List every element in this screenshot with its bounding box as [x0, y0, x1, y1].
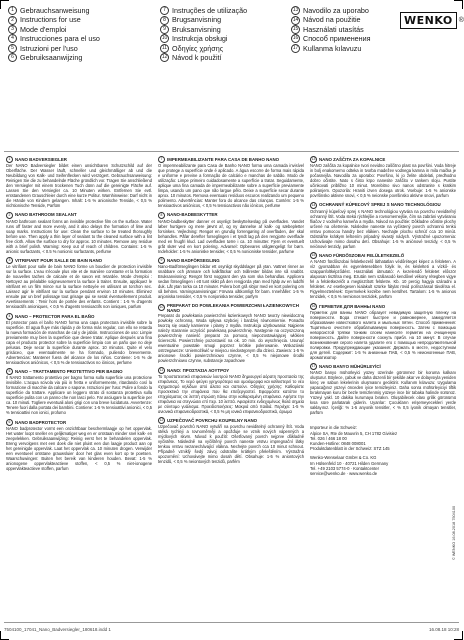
section-heading — [6, 368, 152, 375]
language-number-badge: 1 — [8, 6, 17, 15]
language-label: Instruções de utilização — [172, 6, 248, 15]
language-label: Instrucciones para el uso — [20, 34, 100, 44]
section-body: Ochranný kúpeľový sprej s NANO technológiou vytvára na povrchu neviditeľný ochranný štít. Voda steká rýchlejšie a rovnomernejšie, čím sa zabráni vytváraniu fliačov z vodného kameňa a mydla. Návod na použitie: Dôkladne očistite plochy určené na ošetrenie. Následne naneste na vyčistený povrch ochrannú tenkú vrstvu pomocou handry bez vlákien. Nechajte plochu schnúť cca 10 minút. Odstráňte krátkym leštením prípadný sivastý nádych. Výstražné upozornenia: Uchovávajte mimo dosahu detí. Obsahuje: 1-5 % aniónové tenzidy, < 0,5 % neiónové tenzidy, parfum — [310, 208, 456, 249]
section-heading — [158, 303, 304, 313]
language-entry — [8, 53, 156, 62]
section-heading — [6, 156, 152, 163]
section-number-badge: 12 — [159, 418, 164, 423]
language-label: Návod k použití — [172, 53, 222, 63]
language-number-badge: 6 — [8, 53, 17, 62]
section-heading — [310, 252, 456, 259]
section-title: VITRIFIANT POUR SALLE DE BAIN NANO — [15, 258, 103, 264]
section-title: NANO FÜRDŐSZOBAI FELÜLETKEZELŐ — [319, 253, 405, 259]
language-entry — [8, 6, 156, 15]
section-heading — [310, 303, 456, 310]
language-entry — [8, 15, 156, 24]
language-entry — [291, 44, 399, 53]
language-label: Brugsanvisning — [172, 15, 222, 25]
language-section — [158, 367, 304, 414]
language-section — [6, 368, 152, 415]
section-title: NANO BADVERSIEGLER — [15, 156, 67, 162]
language-number-badge: 7 — [160, 6, 169, 15]
section-body: Uzpečovač povrchů NANO vytváří na povrchu neviditelný ochranný štít. Voda stéká rychleji a rovnoměrněji a opožďuje se vznik nových vápenných a mýdlových skvrn. Návod k použití: Ošetřovaný povrch nejprve důkladně vyčistěte. Následně na vyčištěný povrch naneste vrstvu impregnační látky tenkou vrstvu nezanechávající vlákna. Nechejte povrch cca 10 minut schnout. Případně vzniklý šedý závoj odstraňte krátkým přeleštěním. Výstražná upozornění: Uchovávejte mimo dosah dětí. Obsahuje: 1-5 % aniontových tenzidů, < 0,5 % neiontových tenzidů, parfém — [158, 424, 304, 465]
section-number-badge: 16 — [311, 303, 316, 308]
language-label: Návod na použitie — [303, 15, 361, 25]
footer-filename: 7504100_17041_Nano_Badversiegler_180618.indd 1 — [4, 627, 111, 632]
section-title: UZPEČOVAČ POVRCHU KOUPELNY NANO — [167, 418, 258, 424]
section-number-badge: 8 — [158, 212, 165, 219]
language-number-badge: 15 — [292, 26, 299, 33]
language-entry — [291, 25, 399, 34]
section-number-badge: 6 — [6, 419, 13, 426]
logo-frame — [400, 12, 457, 29]
section-title: NANO BATHROOM SEALANT — [15, 212, 77, 218]
language-entry — [291, 15, 399, 24]
crop-mark — [454, 0, 463, 9]
section-title: NANO BADFÖRSEGLING — [167, 258, 220, 264]
section-heading — [310, 156, 456, 163]
language-label: Kullanma kılavuzu — [303, 43, 362, 53]
language-label: Használati utasítás — [303, 24, 364, 34]
section-title: NANO: ΠΡΟΣΤΑΣΙΑ ΛΟΥΤΡΟΥ — [167, 367, 230, 373]
language-section — [6, 156, 152, 208]
language-label: Navodilo za uporabo — [303, 6, 369, 15]
language-section — [310, 363, 456, 415]
brand-logo — [400, 12, 464, 28]
section-body: NANO bathroom sealant forms an invisible protective film on the surface. Water runs off faster and more evenly, and it also delays the formation of lime and soap marks. Instructions for use: Clean the surface to be treated thoroughly before use. Then apply a thin layer of sealant to the cleaned surface with a lint free cloth. Allow the surface to dry for approx. 10 minutes. Remove any residue with a brief polish. Warning: Keep out of reach of children. Contains: 1-5 % anionic surfactants, < 0.5 % nonionic surfactants, perfume — [6, 218, 152, 254]
section-number-badge: 10 — [159, 305, 164, 310]
section-heading — [158, 417, 304, 424]
address-line: Wenko-Wenselaar GmbH & Co. KG — [310, 455, 377, 461]
language-number-badge: 8 — [160, 16, 169, 25]
language-section — [158, 257, 304, 299]
address-line: Tel. +49 2103 5774-0 · Kontaktcenter — [310, 465, 380, 471]
language-number-badge: 9 — [160, 25, 169, 34]
language-section — [158, 417, 304, 464]
language-index-column-1 — [8, 6, 156, 62]
language-section — [6, 313, 152, 365]
language-section — [310, 156, 456, 198]
section-number-badge: 2 — [6, 212, 13, 219]
language-index-column-2 — [160, 6, 290, 62]
section-number-badge: 9 — [158, 257, 165, 264]
section-title: NANO BADPROTECTOR — [15, 419, 67, 425]
language-entry — [160, 25, 290, 34]
section-body: O impermeabilizante para Casa de Banho NANO forma uma camada invisível que protege a superfície onde é aplicado. A água escorre de forma mais rápida e uniforme e previne a formação de calcário e manchas de sabão. Modo de utilização: Limpe primeiro cuidadosamente a superfície a tratar. Seguidamente, aplique uma fina camada de impermeabilizante sobre a superfície previamente limpa, usando um pano que não largue pêlo. Deixe a superfície secar durante aprox. 10 minutos. Remova eventuais resíduos escuros realizando um pequeno polimento. Advertências: Manter fora do alcance das crianças. Contém: 1-5 % tensioactivos aniónicos, < 0,5 % tensioactivos não iónicos, perfume — [158, 163, 304, 208]
language-section — [310, 202, 456, 249]
section-title: OCHRANNÝ KÚPEĽOVÝ SPREJ S NANO TECHNOLÓGIOU — [319, 202, 441, 208]
section-heading — [6, 419, 152, 426]
section-body: Το προστατευτικό επιφανειών λουτρού NANO δημιουργεί αόρατη προστασία της επιφάνειας. Το νερό φεύγει γρηγορότερα και ομοιόμορφα και καθυστερεί το νέο σχηματισμό κηλίδων από άλατα και σαπούνι. Οδηγίες χρήσης: Καθαρίστε προσεκτικά την επιφάνεια που θα επεξεργαστεί. Εφαρμόστε κατόπιν το επιχρίσματος σε λεπτή στρώση πάνω στην καθαρισμένη επιφάνεια. Αφήστε την επιφάνεια να στεγνώσει επί περ. 10 λεπτά. Αφαιρέστε ενδεχομένως θολά σημεία με σύντομο γυάλισμα. Προειδοποιήσεις: Μακριά από παιδιά. Περιέχει: 1-5 % ανιονικά επιφανειοδραστικά, < 0,5 % μη ιονικά επιφανειοδραστικά, άρωμα — [158, 373, 304, 414]
language-number-badge: 13 — [292, 7, 299, 14]
section-body: Il NANO trattamento protettivo per bagno forma sulla superficie una protezione invisibile. L'acqua scivola via più in fretta e uniformemente, ritardando così la formazione di macchie da calcare o sapone. Istruzioni per l'uso: Pulire a fondo la superficie da trattare. Applicare un leggero strato di sostanza protettiva sulla superficie pulita con un panno che non lasci pelo. Far asciugare la superficie per ca. 10 minuti. Togliere eventuali aloni grigi con una breve lucidatura. Avvertenze: Tenere fuori dalla portata dei bambini. Contiene: 1-5 % tensioattivi anionici, < 0,5 % tensioattivi non ionici, profumo — [6, 375, 152, 416]
section-number-badge: 7 — [158, 156, 165, 163]
language-label: Istruzioni per l'uso — [20, 43, 78, 53]
language-number-badge: 11 — [161, 44, 168, 51]
language-label: Способ применения — [303, 34, 371, 44]
language-entry — [8, 44, 156, 53]
section-title: NANO-BADBESKYTTER — [167, 212, 218, 218]
language-section — [158, 212, 304, 254]
section-body: El protector para el baño NANO forma una capa protectora invisible sobre la superficie. El agua fluye más rápida y de forma más regular, con ello se retarda la nueva formación de manchas de cal y de jabón. Instrucciones de uso: Limpie previamente muy bien la superficie que desee tratar. Aplique después una fina capa el producto protector sobre la superficie limpia con un paño que no deje pelusas. Deje secar la superficie durante aprox. 10 minutos. Quite el velo grisáceo, que eventualmente se ha formado, puliendo brevemente. Advertencias: Mantener fuera del alcance de los niños. Contiene: 1-5 % de tensioactivos aniónicos, < 0,5 % de tensioactivos no iónicos, perfume — [6, 319, 152, 365]
section-heading — [158, 156, 304, 163]
text-column-2 — [158, 156, 304, 468]
section-body: NANO-badbeskytter danner et usynligt beskyttelseslag på overfladen. Vandet løber hurtigere og mere jævnt af, og ny dannelse af kalk- og sæbepletter forsinkes. Vejledning: Rengør en grundig forrengøring af overfladen, der skal behandles. Påfør derefter forseglingen i et tyndt lag på den rengjorte overflade med en fnugfri klud. Lad overfladen tørre i ca. 10 minutter. Fjern et eventuelt gråt skær ved en kort polering. Advarsel: Opbevares utilgængeligt for børn. Indeholder: 1-5 % anioniske tensider, < 0,5 % nonioniske tensider, parfume — [158, 218, 304, 254]
section-number-badge: 3 — [6, 257, 13, 264]
section-heading — [158, 257, 304, 264]
language-entry — [160, 53, 290, 62]
address-line: Im Hülsenfeld 10 · 40721 Hilden Germany — [310, 460, 389, 466]
header-divider — [4, 151, 459, 152]
language-number-badge: 17 — [292, 44, 299, 51]
address-line: service@wenko.de · www.wenko.de — [310, 471, 378, 476]
section-title: NANO ZAŠČITA ZA KOPALNICE — [319, 156, 386, 162]
language-section — [310, 303, 456, 360]
language-section — [158, 303, 304, 363]
language-section — [6, 257, 152, 309]
address-line: Importeur in die Schweiz: — [310, 425, 358, 431]
language-number-badge: 4 — [8, 34, 17, 43]
footer-divider — [4, 622, 459, 623]
section-body: Nano-Badförseglingen bildar ett osynligt skyddslager på ytan. Vattnet rinner av snabbare och jämnare och kalkfläckar och tvålrester bildas inte så snabbt. Bruksanvisning: Rengör först noggrant den yta som ska behandlas. Applicera sedan förseglingen i ett tunt skikt på den rengjorda ytan med hjälp av en luddfri duk. Låt ytan torka ca 10 minuter. Polera bort grå slöjor med en kort polering om så behövs. Varningsanvisningar: Förvara oåtkomligt för barn. Innehåller: 1-5 % anjoniska tensider, < 0,5 % nonjoniska tensider, parfym — [158, 264, 304, 300]
section-heading — [310, 202, 456, 209]
language-number-badge: 5 — [8, 44, 17, 53]
section-title: IMPERMEABILIZANTE PARA CASA DE BANHO NANO — [167, 156, 280, 162]
language-number-badge: 14 — [292, 16, 299, 23]
section-number-badge: 15 — [311, 253, 316, 258]
language-entry — [8, 25, 156, 34]
section-heading — [158, 212, 304, 219]
logo-mark-icon: ® — [458, 16, 464, 24]
section-number-badge: 4 — [6, 313, 13, 320]
language-label: Gebruiksaanwijzing — [20, 53, 83, 63]
language-label: Bruksanvisning — [172, 24, 221, 34]
language-entry — [160, 15, 290, 24]
language-label: Instructions for use — [20, 15, 81, 25]
section-heading — [158, 367, 304, 374]
language-index-column-3 — [291, 6, 399, 53]
language-entry — [160, 6, 290, 15]
section-heading — [310, 363, 456, 370]
vertical-copyright-code: © WENKO 16.08.2018 7504100 — [452, 505, 456, 560]
language-label: Mode d'emploi — [20, 24, 67, 34]
language-section — [6, 212, 152, 254]
language-number-badge: 10 — [161, 35, 168, 42]
importer-address — [310, 425, 456, 476]
text-column-1 — [6, 156, 152, 475]
section-title: NANO BANYO MÜHÜRLEYİCİ — [319, 364, 381, 370]
section-number-badge: 5 — [6, 368, 13, 375]
language-label: Gebrauchsanweisung — [20, 6, 90, 15]
address-line: Produktdatenblatt in der Schweiz: STZ 145 — [310, 446, 390, 452]
section-number-badge: 1 — [6, 156, 13, 163]
section-number-badge: 14 — [311, 202, 316, 207]
section-body: Der NANO Badversiegler bildet einen unsichtbaren Schutzschild auf der Oberfläche. Der Wasser läuft, schneller und gleichmäßiger ab und die Neubildung von Kalk- und Seifenflecken wird verzögert. Gebrauchsanweisung: Reinigen Sie die zu behandelnde Fläche gründlich vor. Tragen Sie anschließend den Versiegler mit einem trockenen Tuch dünn auf die gereinigte Fläche auf. Lassen Sie den Versiegler ca. 10 Minuten wirken. Entfernen Sie evtl. entstandenen Grauschleier durch eine kurze Politur. Warnhinweise: Darf nicht in die Hände von Kindern gelangen. Inhalt: 1-5 % anionische Tenside, < 0,5 % nichtionische Tenside, Parfüm — [6, 163, 152, 208]
language-entry — [291, 34, 399, 43]
section-heading — [6, 313, 152, 320]
section-number-badge: 17 — [311, 364, 316, 369]
address-line: Alpice SA, Rte de Mauvrin 5, CH 1782 Givisiez — [310, 430, 398, 436]
section-number-badge: 11 — [159, 367, 164, 372]
language-entry — [160, 34, 290, 43]
text-column-3-sections — [310, 156, 456, 415]
language-section — [6, 419, 152, 471]
section-body: NANO zaščita za kopalnice tvori nevidno zaščitno plast na površini. Voda hitreje in bolj enakomerno odteka in tvorba madežev vodnega kamna in mila mačka je počasnejša. Navodila za uporabo: Površino, ki jo želite obdelati, predhodno dobro očistite. Nato s čisto krpo nanesite zaščito v tankem sloju. Pustite učinkovati približno 10 minut. Morebitno sivo nanos odstranite s kratkim poliranjem. Opozorila: Hraniti izven dosega otrok. Vsebuje: 1-5 % anionske površinsko aktivne snovi, < 0,5 % neionske površinsko aktivne snovi, parfum — [310, 163, 456, 198]
language-number-badge: 16 — [292, 35, 299, 42]
language-entry — [160, 44, 290, 53]
section-number-badge: 13 — [311, 157, 316, 161]
language-number-badge: 3 — [8, 25, 17, 34]
section-title: NANO – TRATTAMENTO PROTETTIVO PER BAGNO — [15, 369, 123, 375]
crop-mark — [0, 631, 9, 640]
section-body: Герметик для ванны NANO образует невидимую защитную пленку на поверхности. Вода стекает быстрее и равномернее, замедляется образование известкового налета и мыльных пятен. Способ применения: Тщательно очистите обрабатываемую поверхность. Затем с помощью неворсистой тряпки тонким слоем нанесите герметик на очищенную поверхность. Дайте поверхности сохнуть прибл. на 10 минут. В случае возникновения серого налета удалите его с помощью непродолжительной полировки. Предупреждающие указания: Держать в месте, недоступном для детей. Содержит: 1-5 % анионные ПАВ, < 0,5 % неионогенные ПАВ, ароматизатор — [310, 309, 456, 360]
language-entry — [291, 6, 399, 15]
language-label: Instrukcja obsługi — [172, 34, 228, 44]
language-section — [310, 252, 456, 299]
section-body: NANO badprotector vormt een onzichtbaar beschermlaagje op het oppervlak. Het water loopt sneller en gelijkmatiger weg en er ontstaan minder snel kalk- en zeepvlekken. Gebruiksaanwijzing: Reinig eerst het te behandelen oppervlak. Breng vervolgens met een doek die niet pluist een dun laagje product aan op het gereinigde oppervlak. Laat het oppervlak ca. 10 minuten drogen. Verwijder een eventueel ontstane grauwsluier door het glas even kort op te poetsen. Waarschuwingen: Buiten het bereik van kinderen houden. Bevat: 1-5 % anionogene oppervlakteactieve stoffen, < 0,5 % niet-ionogene oppervlakteactieve stoffen, parfum — [6, 425, 152, 471]
language-section — [158, 156, 304, 208]
crop-mark — [454, 631, 463, 640]
section-body: A NANO fürdőszobai felületkezelő láthatatlan védőréteget képez a felületen. A víz gyorsabban és egyenletesebben folyik le, és késlelteti a vízkő- és szappanfoltképződést. Használati útmutató: A kezelendő felületet először alaposan tisztítsa meg. Ezután nem szálasodó kendővel vékony rétegben vigye fel a felületkezelőt a megtisztított felületre. Kb. 10 percig hagyja száradni a felületet. Az esetlegesen kialakult szürke fátylat rövid polírozással távolítsa el. Figyelmeztetések: Gyermekek kezébe nem kerülhet. Tartalom: 1-5 % anionos tenzidek, < 0,5 % nemionos tenzidek, parfüm — [310, 259, 456, 300]
language-number-badge: 12 — [161, 54, 168, 61]
section-heading — [6, 212, 152, 219]
language-label: Οδηγίες χρήσης — [172, 43, 224, 53]
crop-mark — [0, 0, 9, 9]
section-body: Le vitrifiant pour salle de bain NANO forme un bouclier de protection invisible sur la surface. L'eau s'écoule plus vite et de manière constante et la formation de nouvelles taches de calcaire et de savon est retardée. Mode d'emploi : Nettoyez au préalable soigneusement la surface à traiter. Ensuite, appliquez le vitrifiant en un film mince sur la surface nettoyée en utilisant un torchon sec. Laissez agir le vitrifiant sur la surface pendant environ 10 minutes. Éliminez ensuite par un bref polissage tout grisage qui se serait éventuellement produit. Avertissements : Tenir hors de portée des enfants. Contient : 1-5 % d'agents tensioactifs anioniques, < 0,5 % d'agents tensioactifs non ioniques, parfum — [6, 264, 152, 310]
section-body: Preparat do powlekania powierzchni łazienkowych NANO tworzy niewidoczną powłokę ochronną. Woda spływa szybciej i bardziej równomiernie. Ponadto tworzą się osady kamienne i plamy z mydła. Instrukcja użytkowania: Najpierw należy starannie oczyścić powlekaną powierzchnię. Następnie na oczyszczoną powierzchnię nanieść preparat za pomocą niepozostawiającej włókien ściereczki. Powierzchnię pozostawić na ok. 10 min. do wyschnięcia. Usunąć ewentualne powstałe smugi poprzez krótkie polerowanie. Wskazówki ostrzegawcze: Uniemożliwić w miejscu niedostępnym dla dzieci. Zawiera: 1-5 % anionowe środki powierzchniowo czynne, < 0,5 % niejonowe środki powierzchniowo czynne, substancje zapachowe — [158, 313, 304, 364]
language-entry — [8, 34, 156, 43]
logo-text: WENKO — [404, 13, 453, 27]
section-heading — [6, 257, 152, 264]
section-title: NANO – PROTECTOR PARA EL BAÑO — [15, 313, 95, 319]
section-body: NANO banyo mühürleyici yüzey üzerinde görünmez bir koruma kalkanı oluşturur. Böylece, çabuk ve daha düzenli bir şekilde akar ve dolayısıyla yeniden kireç ve sabun lekelerinin oluşmasını geciktirir. Kullanım kılavuzu: Uygulama yapacağınız yüzeyi önceden iyice temizleyiniz. Daha sonra mühürleyiciyi tiftik bırakmayan kuru bir bezle temizlenmiş yüzeye ince bir tabaka halinde sürünüz. Yüzeyi yakl. 10 dakika kurumaya bırakın. Oluşabilecek olası grilik görünümü kısa süre parlatarak giderin. Uyarılar: Çocukların erişemeyecekleri yerde saklayınız. İçeriği: % 1-5 anyonik tensitler, < % 0,5 iyonik olmayan tensitler, parfüm — [310, 370, 456, 416]
text-column-3 — [310, 156, 456, 476]
section-title: PREPARAT DO POWLEKANIA POWIERZCHNI ŁAZIENKOWYCH NANO — [167, 302, 299, 313]
footer-timestamp: 16.08.18 10:28 — [428, 627, 459, 632]
address-line: Tel. 026 / 466 18 00 — [310, 435, 347, 441]
address-line: Kunden-Hotline: 0848 008001 — [310, 440, 366, 446]
section-title: ГЕРМЕТИК ДЛЯ ВАННЫ NANO — [319, 303, 386, 309]
language-number-badge: 2 — [8, 16, 17, 25]
print-footer — [4, 627, 459, 632]
